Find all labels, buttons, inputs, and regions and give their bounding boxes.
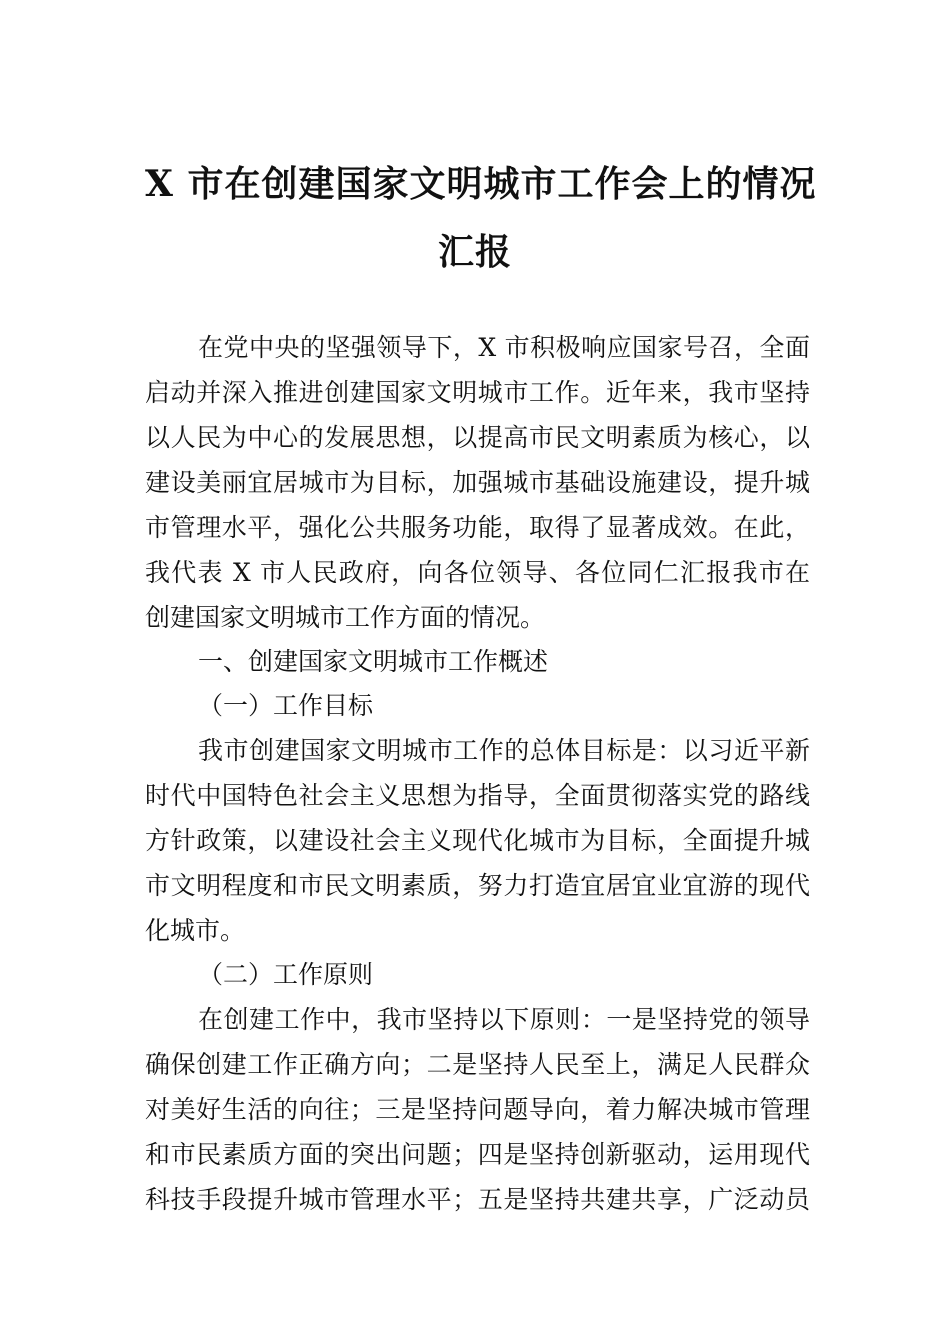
- paragraph-line: 在党中央的坚强领导下，X 市积极响应国家号召，全面: [198, 333, 810, 362]
- paragraph-line: 我代表 X 市人民政府，向各位领导、各位同仁汇报我市在: [145, 558, 810, 587]
- paragraph-line: 化城市。: [145, 916, 246, 945]
- paragraph-line: 我市创建国家文明城市工作的总体目标是：以习近平新: [198, 736, 810, 765]
- paragraph-line: 确保创建工作正确方向；二是坚持人民至上，满足人民群众: [145, 1050, 810, 1079]
- document-title-line-1: X 市在创建国家文明城市工作会上的情况: [145, 163, 817, 205]
- paragraph-line: 时代中国特色社会主义思想为指导，全面贯彻落实党的路线: [145, 781, 810, 810]
- paragraph-line: 方针政策，以建设社会主义现代化城市为目标，全面提升城: [145, 826, 810, 855]
- paragraph-line: 建设美丽宜居城市为目标，加强城市基础设施建设，提升城: [145, 468, 810, 497]
- paragraph-line: 创建国家文明城市工作方面的情况。: [145, 603, 546, 632]
- section-heading: 一、创建国家文明城市工作概述: [198, 647, 549, 676]
- paragraph-line: 科技手段提升城市管理水平；五是坚持共建共享，广泛动员: [145, 1185, 810, 1214]
- paragraph-line: 市文明程度和市民文明素质，努力打造宜居宜业宜游的现代: [145, 871, 810, 900]
- subsection-heading-principle: （二）工作原则: [198, 960, 374, 989]
- paragraph-line: 和市民素质方面的突出问题；四是坚持创新驱动，运用现代: [145, 1140, 810, 1169]
- paragraph-line: 启动并深入推进创建国家文明城市工作。近年来，我市坚持: [145, 378, 810, 407]
- paragraph-line: 对美好生活的向往；三是坚持问题导向，着力解决城市管理: [145, 1095, 810, 1124]
- document-title-line-2: 汇报: [437, 231, 512, 273]
- paragraph-line: 在创建工作中，我市坚持以下原则：一是坚持党的领导: [198, 1005, 810, 1034]
- paragraph-line: 市管理水平，强化公共服务功能，取得了显著成效。在此，: [145, 513, 810, 542]
- subsection-heading-goal: （一）工作目标: [198, 691, 374, 720]
- paragraph-line: 以人民为中心的发展思想，以提高市民文明素质为核心，以: [145, 423, 810, 452]
